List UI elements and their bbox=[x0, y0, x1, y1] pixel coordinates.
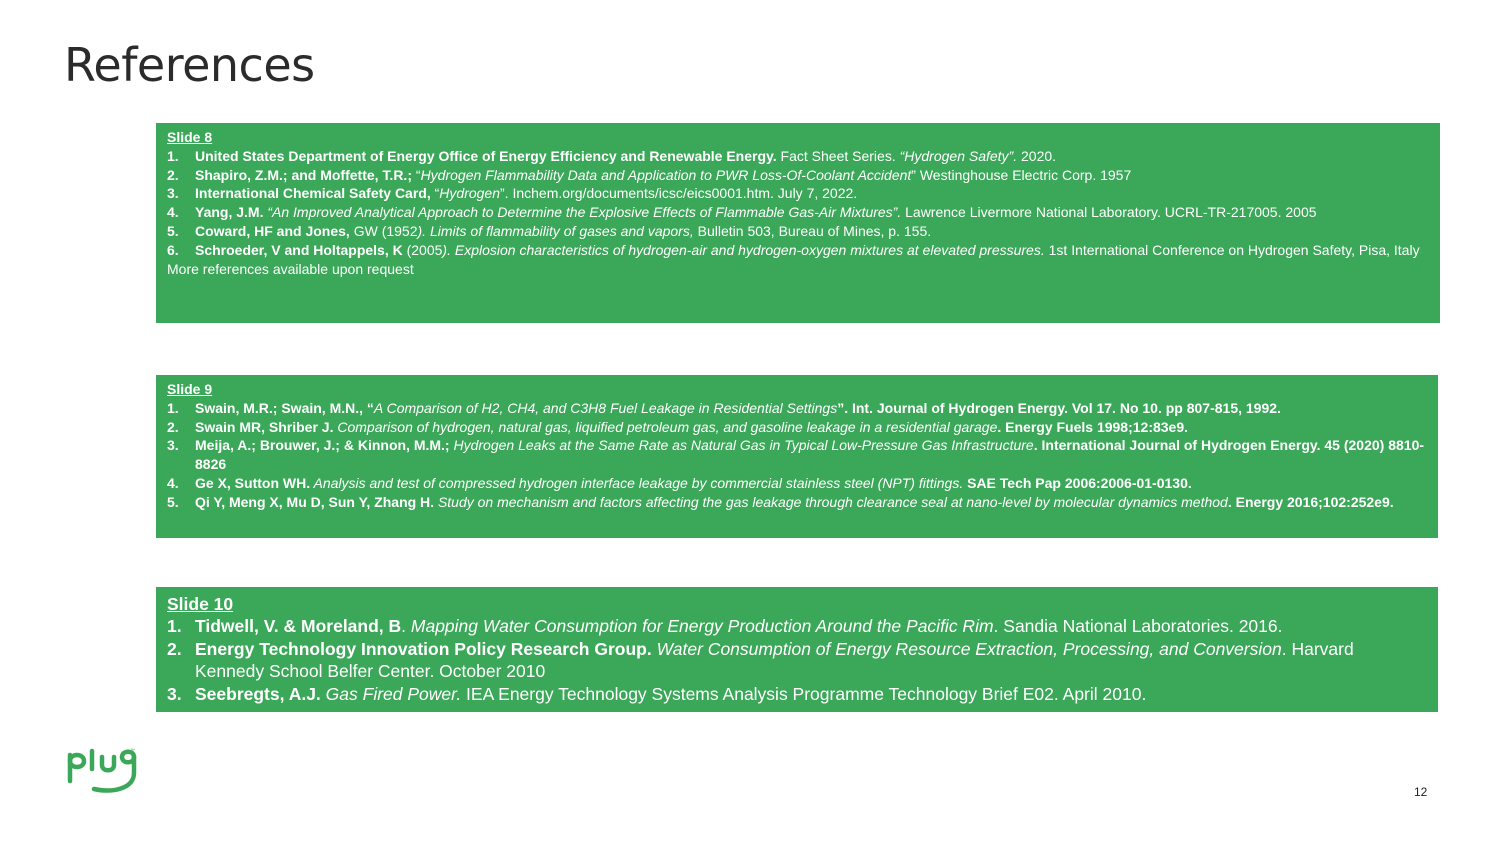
slide-10-references-box bbox=[156, 587, 1438, 712]
slide-8-heading: Slide 8 bbox=[167, 129, 213, 145]
reference-item: 5. Qi Y, Meng X, Mu D, Sun Y, Zhang H. Study on mechanism and factors affecting the gas leakage through clearance seal at nano-level by molecular dynamics method. Energy 2016;102:252e9. bbox=[167, 493, 1394, 510]
slide-8-references-box bbox=[156, 123, 1440, 323]
reference-item: 4. Ge X, Sutton WH. Analysis and test of compressed hydrogen interface leakage by commercial stainless steel (NPT) fittings. SAE Tech Pap 2006:2006-01-0130. bbox=[167, 474, 1192, 491]
slide-9-heading: Slide 9 bbox=[167, 381, 213, 397]
reference-item: 2. Energy Technology Innovation Policy Research Group. Water Consumption of Energy Resource Extraction, Processing, and Conversion. Harvard Kennedy School Belfer Center. October 2010 bbox=[167, 638, 1354, 682]
reference-item: 1. Swain, M.R.; Swain, M.N., “A Comparison of H2, CH4, and C3H8 Fuel Leakage in Residential Settings”. Int. Journal of Hydrogen Energy. Vol 17. No 10. pp 807-815, 1992. bbox=[167, 399, 1281, 416]
svg-text:™: ™ bbox=[130, 748, 135, 754]
reference-item: 1. Tidwell, V. & Moreland, B. Mapping Water Consumption for Energy Production Around the Pacific Rim. Sandia National Laboratories. 2016. bbox=[167, 616, 1283, 637]
page-number: 12 bbox=[1414, 785, 1428, 799]
reference-item: 6. Schroeder, V and Holtappels, K (2005). Explosion characteristics of hydrogen-air and hydrogen-oxygen mixtures at elevated pressures. 1st International Conference on Hydrogen Safety, Pisa, Italy bbox=[167, 241, 1420, 258]
reference-item: 1. United States Department of Energy Office of Energy Efficiency and Renewable Energy. Fact Sheet Series. “Hydrogen Safety”. 2020. bbox=[167, 147, 1057, 164]
reference-item: 2. Shapiro, Z.M.; and Moffette, T.R.; “Hydrogen Flammability Data and Application to PWR Loss-Of-Coolant Accident” Westinghouse Electric Corp. 1957 bbox=[167, 166, 1132, 183]
slide-9-references-box bbox=[156, 375, 1438, 538]
reference-item: 3. Meija, A.; Brouwer, J.; & Kinnon, M.M.; Hydrogen Leaks at the Same Rate as Natural Gas in Typical Low-Pressure Gas Infrastructure. International Journal of Hydrogen Energy. 45 (2020) 8810-8826 bbox=[167, 437, 1425, 473]
reference-item: 3. Seebregts, A.J. Gas Fired Power. IEA Energy Technology Systems Analysis Programme Technology Brief E02. April 2010. bbox=[167, 683, 1147, 704]
plug-logo bbox=[64, 745, 140, 801]
more-references-note: More references available upon request bbox=[167, 260, 414, 277]
reference-item: 3. International Chemical Safety Card, “Hydrogen”. Inchem.org/documents/icsc/eics0001.htm. July 7, 2022. bbox=[167, 185, 858, 202]
slide-10-heading: Slide 10 bbox=[167, 594, 234, 614]
reference-item: 2. Swain MR, Shriber J. Comparison of hydrogen, natural gas, liquified petroleum gas, and gasoline leakage in a residential garage. Energy Fuels 1998;12:83e9. bbox=[167, 418, 1189, 435]
page-title: References bbox=[64, 38, 315, 92]
reference-item: 4. Yang, J.M. “An Improved Analytical Approach to Determine the Explosive Effects of Flammable Gas-Air Mixtures”. Lawrence Livermore National Laboratory. UCRL-TR-217005. 2005 bbox=[167, 204, 1317, 221]
reference-item: 5. Coward, HF and Jones, GW (1952). Limits of flammability of gases and vapors, Bulletin 503, Bureau of Mines, p. 155. bbox=[167, 222, 932, 239]
